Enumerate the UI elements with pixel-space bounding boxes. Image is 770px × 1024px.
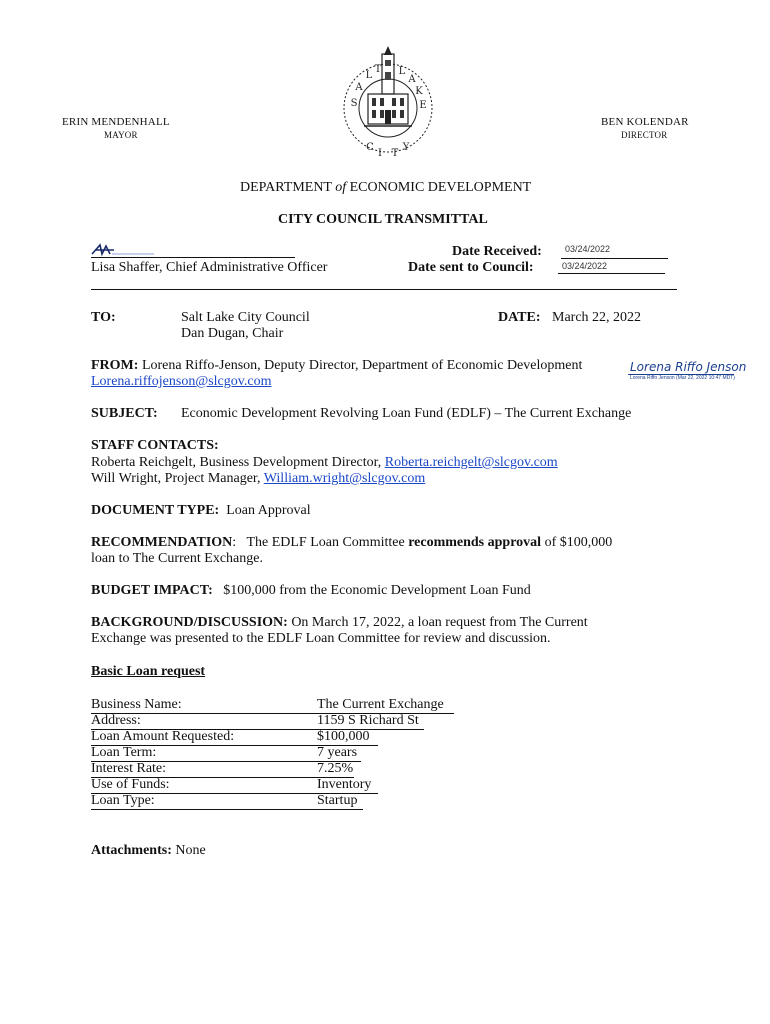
table-rule: [91, 809, 363, 810]
subject-text: Economic Development Revolving Loan Fund (EDLF) – The Current Exchange: [181, 406, 632, 421]
doc-type-line: [91, 503, 311, 519]
from-label: FROM:: [91, 358, 139, 373]
loan-value: 7.25%: [317, 761, 354, 776]
loan-label: Loan Term:: [91, 745, 157, 760]
staff-email-1[interactable]: Roberta.reichgelt@slcgov.com: [384, 455, 558, 470]
seal-letter: K: [415, 86, 423, 97]
from-email-link[interactable]: Lorena.riffojenson@slcgov.com: [91, 374, 272, 389]
director-name: BEN KOLENDAR: [601, 116, 689, 128]
date-value: March 22, 2022: [552, 310, 642, 325]
doc-type-value: Loan Approval: [226, 503, 311, 518]
divider: [91, 289, 677, 290]
staff-label: STAFF CONTACTS:: [91, 438, 219, 453]
mayor-title: MAYOR: [104, 130, 138, 140]
background-line-2: Exchange was presented to the EDLF Loan Committee for review and discussion.: [91, 631, 551, 646]
table-rule: [91, 777, 354, 778]
staff-line-1: Roberta Reichgelt, Business Development Director, Roberta.reichgelt@slcgov.com: [91, 455, 558, 470]
date-received-line: [561, 258, 668, 259]
seal-letter: C: [366, 142, 374, 153]
table-rule: [91, 713, 454, 714]
date-sent-line: [558, 273, 665, 274]
seal-letter: A: [355, 82, 363, 93]
seal-letter: I: [378, 148, 382, 159]
table-rule: [91, 793, 378, 794]
seal-letter: E: [419, 100, 427, 111]
background-line-1: BACKGROUND/DISCUSSION: On March 17, 2022, a loan request from The Current: [91, 615, 588, 630]
table-rule: [91, 745, 378, 746]
from-signature-caption: Lorena Riffo Jenson (Mar 22, 2022 10:47 MDT): [630, 375, 735, 381]
department-of: of: [335, 180, 347, 195]
loan-label: Loan Type:: [91, 793, 155, 808]
table-rule: [91, 729, 424, 730]
basic-loan-heading: Basic Loan request: [91, 664, 206, 679]
background-label: BACKGROUND/DISCUSSION:: [91, 615, 288, 630]
from-line: [91, 358, 582, 374]
loan-value: The Current Exchange: [317, 697, 444, 712]
mayor-name: ERIN MENDENHALL: [62, 116, 170, 128]
from-signature: Lorena Riffo Jenson: [630, 360, 747, 374]
date-sent-label: Date sent to Council:: [408, 260, 534, 275]
cao-signature-icon: [90, 242, 160, 258]
doc-title: CITY COUNCIL TRANSMITTAL: [278, 212, 488, 227]
date-sent-value: 03/24/2022: [562, 261, 608, 271]
subject-label: SUBJECT:: [91, 406, 158, 421]
from-text: Lorena Riffo-Jenson, Deputy Director, Department of Economic Development: [141, 358, 583, 373]
date-label: DATE:: [498, 310, 541, 325]
recommendation-line-1: RECOMMENDATION: The EDLF Loan Committee recommends approval of $100,000: [91, 535, 613, 550]
budget-line: BUDGET IMPACT: $100,000 from the Economic Development Loan Fund: [91, 583, 531, 598]
attachments-value: None: [175, 843, 206, 858]
loan-label: Address:: [91, 713, 141, 728]
doc-type-label: DOCUMENT TYPE:: [91, 503, 220, 518]
loan-value: 7 years: [317, 745, 358, 760]
loan-label: Interest Rate:: [91, 761, 167, 776]
to-line-1: Salt Lake City Council: [181, 310, 310, 325]
to-line-2: Dan Dugan, Chair: [181, 326, 284, 341]
seal-letter: S: [350, 98, 358, 109]
city-seal-icon: [340, 46, 436, 164]
recommendation-line-2: loan to The Current Exchange.: [91, 551, 263, 566]
loan-value: $100,000: [317, 729, 370, 744]
loan-value: Inventory: [317, 777, 372, 792]
loan-value: Startup: [317, 793, 358, 808]
attachments-line: [91, 843, 206, 859]
seal-letter: L: [398, 66, 406, 77]
loan-value: 1159 S Richard St: [317, 713, 419, 728]
attachments-label: Attachments:: [91, 843, 172, 858]
department-heading: DEPARTMENT of ECONOMIC DEVELOPMENT: [240, 180, 532, 195]
to-label: TO:: [91, 310, 116, 325]
seal-letter: Y: [402, 142, 410, 153]
seal-letter: T: [391, 148, 399, 159]
seal-letter: L: [365, 70, 373, 81]
cao-name: Lisa Shaffer, Chief Administrative Officer: [91, 260, 328, 275]
date-received-label: Date Received:: [452, 244, 542, 259]
loan-label: Business Name:: [91, 697, 182, 712]
budget-label: BUDGET IMPACT:: [91, 583, 213, 598]
loan-label: Use of Funds:: [91, 777, 170, 792]
loan-label: Loan Amount Requested:: [91, 729, 235, 744]
table-rule: [91, 761, 361, 762]
staff-email-2[interactable]: William.wright@slcgov.com: [263, 471, 426, 486]
date-received-value: 03/24/2022: [565, 244, 611, 254]
director-title: DIRECTOR: [621, 130, 668, 140]
recommendation-label: RECOMMENDATION: [91, 535, 233, 550]
seal-letter: A: [408, 74, 416, 85]
staff-line-2: Will Wright, Project Manager, William.wright@slcgov.com: [91, 471, 426, 486]
seal-letter: T: [374, 64, 382, 75]
